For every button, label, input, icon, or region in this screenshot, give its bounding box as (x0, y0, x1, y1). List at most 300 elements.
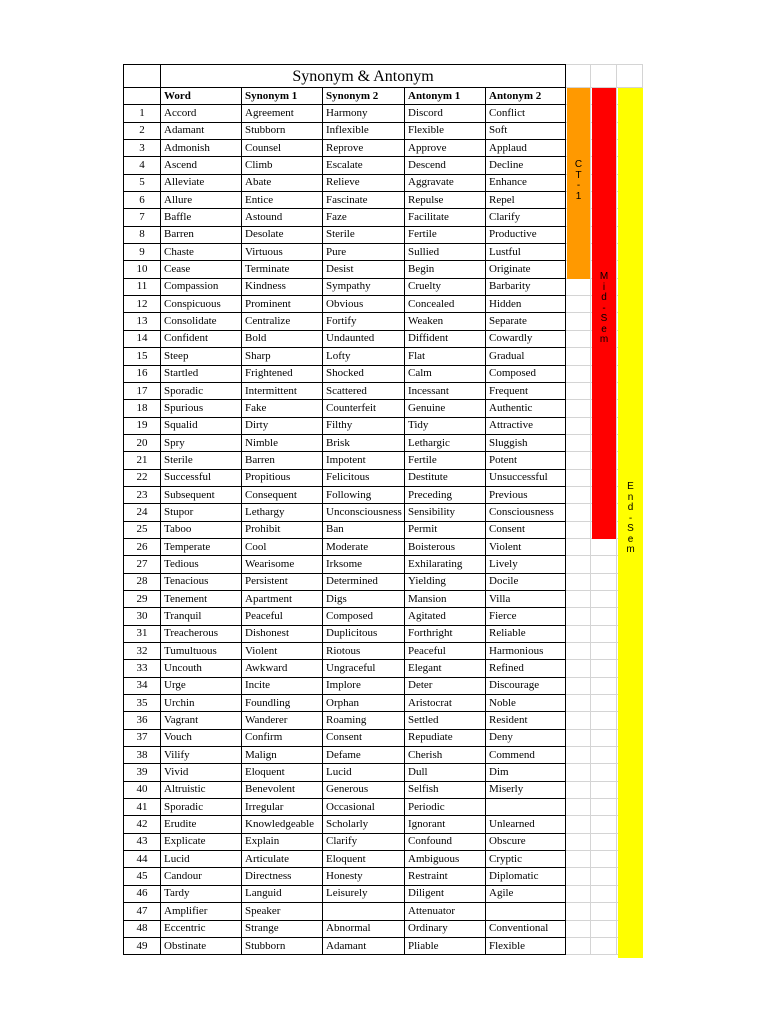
synonym-1-cell: Persistent (242, 573, 323, 590)
grid-cell (591, 538, 617, 555)
row-number: 17 (124, 382, 161, 399)
table-row (124, 764, 643, 781)
word-cell: Obstinate (161, 937, 242, 954)
antonym-1-cell: Attenuator (405, 903, 486, 920)
synonym-2-cell: Undaunted (323, 330, 405, 347)
header-word: Word (161, 88, 242, 105)
synonym-2-cell: Generous (323, 781, 405, 798)
synonym-1-cell: Desolate (242, 226, 323, 243)
synonym-2-cell: Determined (323, 573, 405, 590)
grid-cell (591, 885, 617, 902)
blank-cell (124, 88, 161, 105)
synonym-1-cell: Malign (242, 747, 323, 764)
synonym-2-cell: Honesty (323, 868, 405, 885)
row-number: 1 (124, 105, 161, 122)
synonym-2-cell: Moderate (323, 538, 405, 555)
synonym-1-cell: Barren (242, 452, 323, 469)
row-number: 8 (124, 226, 161, 243)
antonym-1-cell: Cruelty (405, 278, 486, 295)
antonym-1-cell: Begin (405, 261, 486, 278)
synonym-2-cell: Ban (323, 521, 405, 538)
table-row (124, 452, 643, 469)
antonym-1-cell: Descend (405, 157, 486, 174)
word-cell: Barren (161, 226, 242, 243)
synonym-1-cell: Prohibit (242, 521, 323, 538)
table-row (124, 504, 643, 521)
synonym-1-cell: Eloquent (242, 764, 323, 781)
antonym-1-cell: Yielding (405, 573, 486, 590)
antonym-2-cell: Soft (486, 122, 566, 139)
synonym-1-cell: Languid (242, 885, 323, 902)
grid-cell (566, 348, 591, 365)
synonym-1-cell: Dirty (242, 417, 323, 434)
antonym-2-cell: Dim (486, 764, 566, 781)
synonym-1-cell: Irregular (242, 799, 323, 816)
synonym-2-cell: Obvious (323, 296, 405, 313)
synonym-2-cell: Following (323, 486, 405, 503)
antonym-2-cell: Cryptic (486, 851, 566, 868)
antonym-2-cell: Potent (486, 452, 566, 469)
grid-cell (566, 920, 591, 937)
word-cell: Ascend (161, 157, 242, 174)
antonym-1-cell: Aggravate (405, 174, 486, 191)
synonym-2-cell: Filthy (323, 417, 405, 434)
header-synonym-2: Synonym 2 (323, 88, 405, 105)
antonym-2-cell: Reliable (486, 625, 566, 642)
grid-cell (591, 816, 617, 833)
word-cell: Conspicuous (161, 296, 242, 313)
ct-1-band (567, 88, 590, 279)
synonym-2-cell: Roaming (323, 712, 405, 729)
synonym-1-cell: Terminate (242, 261, 323, 278)
table-row (124, 920, 643, 937)
table-row (124, 192, 643, 209)
grid-cell (591, 729, 617, 746)
antonym-2-cell (486, 903, 566, 920)
antonym-1-cell: Deter (405, 677, 486, 694)
grid-cell (566, 469, 591, 486)
table-row (124, 122, 643, 139)
antonym-1-cell: Peaceful (405, 643, 486, 660)
grid-cell (566, 747, 591, 764)
grid-cell (566, 625, 591, 642)
header-row (124, 88, 643, 105)
grid-cell (566, 608, 591, 625)
antonym-2-cell: Deny (486, 729, 566, 746)
row-number: 31 (124, 625, 161, 642)
grid-cell (591, 799, 617, 816)
synonym-2-cell: Abnormal (323, 920, 405, 937)
table-row (124, 365, 643, 382)
table-body (124, 65, 643, 955)
word-cell: Confident (161, 330, 242, 347)
antonym-2-cell: Barbarity (486, 278, 566, 295)
synonym-2-cell: Ungraceful (323, 660, 405, 677)
grid-cell (591, 851, 617, 868)
synonym-1-cell: Kindness (242, 278, 323, 295)
synonym-2-cell: Leisurely (323, 885, 405, 902)
grid-cell (566, 781, 591, 798)
antonym-2-cell (486, 799, 566, 816)
grid-cell (566, 799, 591, 816)
table-row (124, 417, 643, 434)
grid-cell (566, 521, 591, 538)
synonym-2-cell: Orphan (323, 695, 405, 712)
word-cell: Subsequent (161, 486, 242, 503)
grid-cell (566, 278, 591, 295)
synonym-1-cell: Dishonest (242, 625, 323, 642)
grid-cell (566, 296, 591, 313)
antonym-1-cell: Settled (405, 712, 486, 729)
antonym-2-cell: Commend (486, 747, 566, 764)
synonym-1-cell: Entice (242, 192, 323, 209)
grid-cell (566, 590, 591, 607)
antonym-2-cell: Originate (486, 261, 566, 278)
word-cell: Steep (161, 348, 242, 365)
table-row (124, 573, 643, 590)
grid-cell (591, 747, 617, 764)
antonym-1-cell: Repulse (405, 192, 486, 209)
sheet-title: Synonym & Antonym (161, 65, 566, 88)
word-cell: Sporadic (161, 799, 242, 816)
band-label: E n d - S e m (626, 481, 635, 555)
row-number: 41 (124, 799, 161, 816)
word-cell: Vivid (161, 764, 242, 781)
word-cell: Successful (161, 469, 242, 486)
synonym-1-cell: Confirm (242, 729, 323, 746)
word-cell: Startled (161, 365, 242, 382)
row-number: 30 (124, 608, 161, 625)
word-cell: Taboo (161, 521, 242, 538)
antonym-2-cell: Unlearned (486, 816, 566, 833)
synonym-2-cell: Occasional (323, 799, 405, 816)
synonym-1-cell: Explain (242, 833, 323, 850)
synonym-2-cell: Implore (323, 677, 405, 694)
antonym-1-cell: Fertile (405, 226, 486, 243)
row-number: 39 (124, 764, 161, 781)
word-cell: Lucid (161, 851, 242, 868)
grid-cell (566, 556, 591, 573)
grid-cell (591, 65, 617, 88)
grid-cell (566, 417, 591, 434)
row-number: 12 (124, 296, 161, 313)
grid-cell (566, 903, 591, 920)
band-label: M i d - S e m (599, 271, 609, 345)
synonym-1-cell: Directness (242, 868, 323, 885)
grid-cell (591, 695, 617, 712)
antonym-1-cell: Fertile (405, 452, 486, 469)
word-cell: Vouch (161, 729, 242, 746)
antonym-2-cell: Discourage (486, 677, 566, 694)
antonym-2-cell: Separate (486, 313, 566, 330)
grid-cell (566, 573, 591, 590)
antonym-2-cell: Attractive (486, 417, 566, 434)
synonym-2-cell: Counterfeit (323, 400, 405, 417)
row-number: 35 (124, 695, 161, 712)
synonym-2-cell: Scholarly (323, 816, 405, 833)
antonym-1-cell: Tidy (405, 417, 486, 434)
antonym-1-cell: Pliable (405, 937, 486, 954)
synonym-2-cell: Unconsciousness (323, 504, 405, 521)
row-number: 23 (124, 486, 161, 503)
synonym-1-cell: Incite (242, 677, 323, 694)
synonym-1-cell: Climb (242, 157, 323, 174)
antonym-1-cell: Elegant (405, 660, 486, 677)
synonym-2-cell: Eloquent (323, 851, 405, 868)
table-row (124, 278, 643, 295)
antonym-2-cell: Flexible (486, 937, 566, 954)
antonym-2-cell: Harmonious (486, 643, 566, 660)
word-cell: Tenement (161, 590, 242, 607)
table-row (124, 521, 643, 538)
row-number: 45 (124, 868, 161, 885)
synonym-2-cell: Digs (323, 590, 405, 607)
table-row (124, 348, 643, 365)
antonym-2-cell: Conventional (486, 920, 566, 937)
antonym-1-cell: Boisterous (405, 538, 486, 555)
table-row (124, 538, 643, 555)
synonym-1-cell: Stubborn (242, 122, 323, 139)
word-cell: Sporadic (161, 382, 242, 399)
grid-cell (566, 816, 591, 833)
grid-cell (566, 764, 591, 781)
table-row (124, 296, 643, 313)
table-row (124, 747, 643, 764)
antonym-1-cell: Ordinary (405, 920, 486, 937)
grid-cell (566, 643, 591, 660)
antonym-2-cell: Resident (486, 712, 566, 729)
antonym-1-cell: Mansion (405, 590, 486, 607)
synonym-1-cell: Apartment (242, 590, 323, 607)
row-number: 44 (124, 851, 161, 868)
synonym-1-cell: Violent (242, 643, 323, 660)
table-row (124, 608, 643, 625)
antonym-2-cell: Villa (486, 590, 566, 607)
antonym-2-cell: Lively (486, 556, 566, 573)
row-number: 20 (124, 434, 161, 451)
synonym-1-cell: Lethargy (242, 504, 323, 521)
grid-cell (591, 660, 617, 677)
row-number: 33 (124, 660, 161, 677)
row-number: 3 (124, 140, 161, 157)
synonym-1-cell: Speaker (242, 903, 323, 920)
antonym-1-cell: Weaken (405, 313, 486, 330)
word-cell: Compassion (161, 278, 242, 295)
antonym-1-cell: Concealed (405, 296, 486, 313)
header-synonym-1: Synonym 1 (242, 88, 323, 105)
antonym-2-cell: Sluggish (486, 434, 566, 451)
row-number: 16 (124, 365, 161, 382)
word-cell: Urge (161, 677, 242, 694)
grid-cell (566, 400, 591, 417)
grid-cell (566, 868, 591, 885)
synonym-1-cell: Knowledgeable (242, 816, 323, 833)
word-cell: Baffle (161, 209, 242, 226)
antonym-1-cell: Genuine (405, 400, 486, 417)
table-row (124, 486, 643, 503)
synonym-1-cell: Stubborn (242, 937, 323, 954)
table-row (124, 590, 643, 607)
row-number: 4 (124, 157, 161, 174)
row-number: 25 (124, 521, 161, 538)
antonym-1-cell: Diffident (405, 330, 486, 347)
row-number: 48 (124, 920, 161, 937)
row-number: 15 (124, 348, 161, 365)
row-number: 14 (124, 330, 161, 347)
synonym-1-cell: Bold (242, 330, 323, 347)
antonym-1-cell: Periodic (405, 799, 486, 816)
word-cell: Treacherous (161, 625, 242, 642)
table-row (124, 105, 643, 122)
word-cell: Urchin (161, 695, 242, 712)
antonym-2-cell: Conflict (486, 105, 566, 122)
blank-cell (124, 65, 161, 88)
synonym-2-cell: Lofty (323, 348, 405, 365)
row-number: 10 (124, 261, 161, 278)
antonym-2-cell: Violent (486, 538, 566, 555)
synonym-1-cell: Intermittent (242, 382, 323, 399)
antonym-2-cell: Miserly (486, 781, 566, 798)
antonym-2-cell: Hidden (486, 296, 566, 313)
word-cell: Vilify (161, 747, 242, 764)
synonym-1-cell: Consequent (242, 486, 323, 503)
table-row (124, 781, 643, 798)
antonym-2-cell: Refined (486, 660, 566, 677)
antonym-1-cell: Agitated (405, 608, 486, 625)
word-cell: Squalid (161, 417, 242, 434)
word-cell: Tranquil (161, 608, 242, 625)
synonym-1-cell: Agreement (242, 105, 323, 122)
antonym-1-cell: Sensibility (405, 504, 486, 521)
table-row (124, 868, 643, 885)
synonym-1-cell: Peaceful (242, 608, 323, 625)
antonym-1-cell: Ambiguous (405, 851, 486, 868)
row-number: 34 (124, 677, 161, 694)
header-antonym-1: Antonym 1 (405, 88, 486, 105)
row-number: 42 (124, 816, 161, 833)
grid-cell (566, 65, 591, 88)
antonym-2-cell: Lustful (486, 244, 566, 261)
grid-cell (591, 573, 617, 590)
synonym-1-cell: Abate (242, 174, 323, 191)
synonym-2-cell: Escalate (323, 157, 405, 174)
word-cell: Explicate (161, 833, 242, 850)
grid-cell (566, 434, 591, 451)
word-cell: Spry (161, 434, 242, 451)
row-number: 32 (124, 643, 161, 660)
synonym-2-cell: Scattered (323, 382, 405, 399)
synonym-1-cell: Strange (242, 920, 323, 937)
grid-cell (566, 851, 591, 868)
synonym-2-cell: Shocked (323, 365, 405, 382)
antonym-1-cell: Diligent (405, 885, 486, 902)
table-row (124, 209, 643, 226)
synonym-2-cell: Desist (323, 261, 405, 278)
synonym-2-cell: Sympathy (323, 278, 405, 295)
synonym-2-cell (323, 903, 405, 920)
antonym-2-cell: Consciousness (486, 504, 566, 521)
table-row (124, 382, 643, 399)
antonym-1-cell: Flexible (405, 122, 486, 139)
antonym-1-cell: Exhilarating (405, 556, 486, 573)
word-cell: Uncouth (161, 660, 242, 677)
row-number: 5 (124, 174, 161, 191)
grid-cell (566, 729, 591, 746)
grid-cell (591, 643, 617, 660)
word-cell: Eccentric (161, 920, 242, 937)
grid-cell (566, 660, 591, 677)
antonym-1-cell: Facilitate (405, 209, 486, 226)
word-cell: Tenacious (161, 573, 242, 590)
table-row (124, 885, 643, 902)
grid-cell (591, 590, 617, 607)
table-row (124, 799, 643, 816)
table-row (124, 660, 643, 677)
table-row (124, 226, 643, 243)
table-row (124, 643, 643, 660)
word-cell: Alleviate (161, 174, 242, 191)
table-row (124, 174, 643, 191)
synonym-1-cell: Fake (242, 400, 323, 417)
antonym-1-cell: Discord (405, 105, 486, 122)
synonym-1-cell: Wearisome (242, 556, 323, 573)
grid-cell (566, 452, 591, 469)
synonym-2-cell: Defame (323, 747, 405, 764)
word-cell: Candour (161, 868, 242, 885)
row-number: 7 (124, 209, 161, 226)
band-label: C T - 1 (574, 159, 583, 202)
row-number: 21 (124, 452, 161, 469)
antonym-1-cell: Forthright (405, 625, 486, 642)
synonym-1-cell: Cool (242, 538, 323, 555)
row-number: 29 (124, 590, 161, 607)
mid-sem-band (592, 88, 616, 539)
antonym-1-cell: Incessant (405, 382, 486, 399)
synonym-1-cell: Virtuous (242, 244, 323, 261)
antonym-2-cell: Decline (486, 157, 566, 174)
antonym-2-cell: Applaud (486, 140, 566, 157)
antonym-2-cell: Diplomatic (486, 868, 566, 885)
antonym-1-cell: Restraint (405, 868, 486, 885)
grid-cell (566, 365, 591, 382)
row-number: 18 (124, 400, 161, 417)
synonym-2-cell: Inflexible (323, 122, 405, 139)
antonym-1-cell: Approve (405, 140, 486, 157)
synonym-2-cell: Impotent (323, 452, 405, 469)
row-number: 28 (124, 573, 161, 590)
antonym-1-cell: Calm (405, 365, 486, 382)
row-number: 47 (124, 903, 161, 920)
table-row (124, 261, 643, 278)
grid-cell (566, 486, 591, 503)
grid-cell (566, 885, 591, 902)
antonym-1-cell: Preceding (405, 486, 486, 503)
grid-cell (566, 833, 591, 850)
grid-cell (566, 712, 591, 729)
grid-cell (591, 764, 617, 781)
word-cell: Cease (161, 261, 242, 278)
antonym-2-cell: Enhance (486, 174, 566, 191)
grid-cell (566, 313, 591, 330)
antonym-1-cell: Repudiate (405, 729, 486, 746)
antonym-1-cell: Dull (405, 764, 486, 781)
grid-cell (591, 903, 617, 920)
word-cell: Spurious (161, 400, 242, 417)
synonym-2-cell: Lucid (323, 764, 405, 781)
synonym-2-cell: Irksome (323, 556, 405, 573)
synonym-2-cell: Faze (323, 209, 405, 226)
synonym-1-cell: Articulate (242, 851, 323, 868)
